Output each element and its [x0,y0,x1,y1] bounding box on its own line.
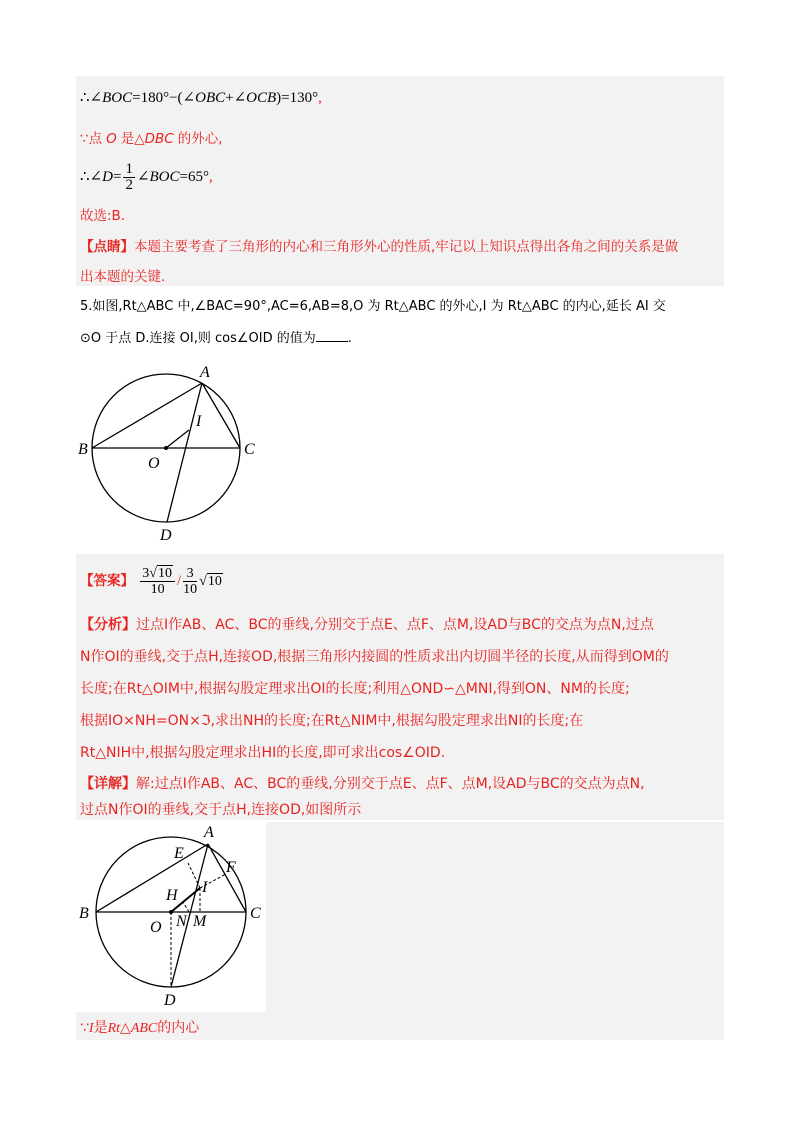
detail-line-2: 过点N作OI的垂线,交于点H,连接OD,如图所示 [80,802,362,818]
segment-ac-2 [208,844,246,912]
label-i-2: I [202,879,208,896]
label-c: C [244,441,255,458]
label-o: O [148,455,160,472]
label-n-2: N [176,913,187,930]
step-circumcenter: ∵点 O 是△DBC 的外心, [80,131,223,147]
analysis-line-3: 长度;在Rt△OIM中,根据勾股定理求出OI的长度;利用△OND∽△MNI,得到ON、NM的长度; [80,681,630,697]
label-h-2: H [166,887,178,904]
label-d-2: D [164,992,176,1009]
segment-ba-2 [96,844,208,912]
step-boc: ∴∠BOC=180°−(∠OBC+∠OCB)=130°, [80,90,322,106]
segment-ba [92,383,202,448]
label-a-2: A [204,824,214,841]
label-i: I [196,413,202,430]
perp-nh [183,902,189,912]
label-c-2: C [250,905,261,922]
choice-text: 故选:B. [80,208,126,224]
label-e-2: E [174,845,184,862]
analysis-line-2: N作OI的垂线,交于点H,连接OD,根据三角形内接圆的性质求出内切圆半径的长度,从而得到OM的 [80,649,669,665]
analysis-line-1: 【分析】过点I作AB、AC、BC的垂线,分别交于点E、点F、点M,设AD与BC的交点为点N,过点 [80,617,654,633]
problem-line-1: 5.如图,Rt△ABC 中,∠BAC=90°,AC=6,AB=8,O 为 Rt△ABC 的外心,I 为 Rt△ABC 的内心,延长 AI 交 [80,299,666,314]
point-o [164,446,168,450]
segment-oi [166,430,189,448]
label-o-2: O [150,919,162,936]
comment-line-1: 【点睛】本题主要考查了三角形的内心和三角形外心的性质,牢记以上知识点得出各角之间的关系是做 [80,239,679,255]
label-b: B [78,441,88,458]
step-angle-d: ∴∠D= $\frac{1}{2}$ ∠BOC=65°, [80,161,213,194]
problem-line-2: ⊙O 于点 D.连接 OI,则 cos∠OID 的值为 . [80,331,352,346]
figure-circle-2 [76,822,266,1012]
analysis-line-4: 根据IO×NH=ON×ℑ,求出NH的长度;在Rt△NIM中,根据勾股定理求出NI的长度;在 [80,713,584,729]
incenter-statement: ∵I是Rt△ABC的内心 [80,1020,200,1036]
segment-ac [202,383,240,448]
label-d: D [160,527,172,544]
segment-ad [167,383,202,522]
figure-circle-1 [76,360,276,550]
comment-line-2: 出本题的关键. [80,269,166,285]
label-f-2: F [226,859,236,876]
label-m-2: M [193,913,207,930]
label-b-2: B [79,905,89,922]
analysis-line-5: Rt△NIH中,根据勾股定理求出HI的长度,即可求出cos∠OID. [80,745,446,761]
detail-line-1: 【详解】解:过点I作AB、AC、BC的垂线,分别交于点E、点F、点M,设AD与BC的交点为点N, [80,776,645,792]
point-o-2 [169,910,173,914]
answer-line: 【答案】 $\frac{3√10}{10}$ / $\frac{3}{10}$ √10 [80,565,222,597]
label-a: A [200,364,210,381]
